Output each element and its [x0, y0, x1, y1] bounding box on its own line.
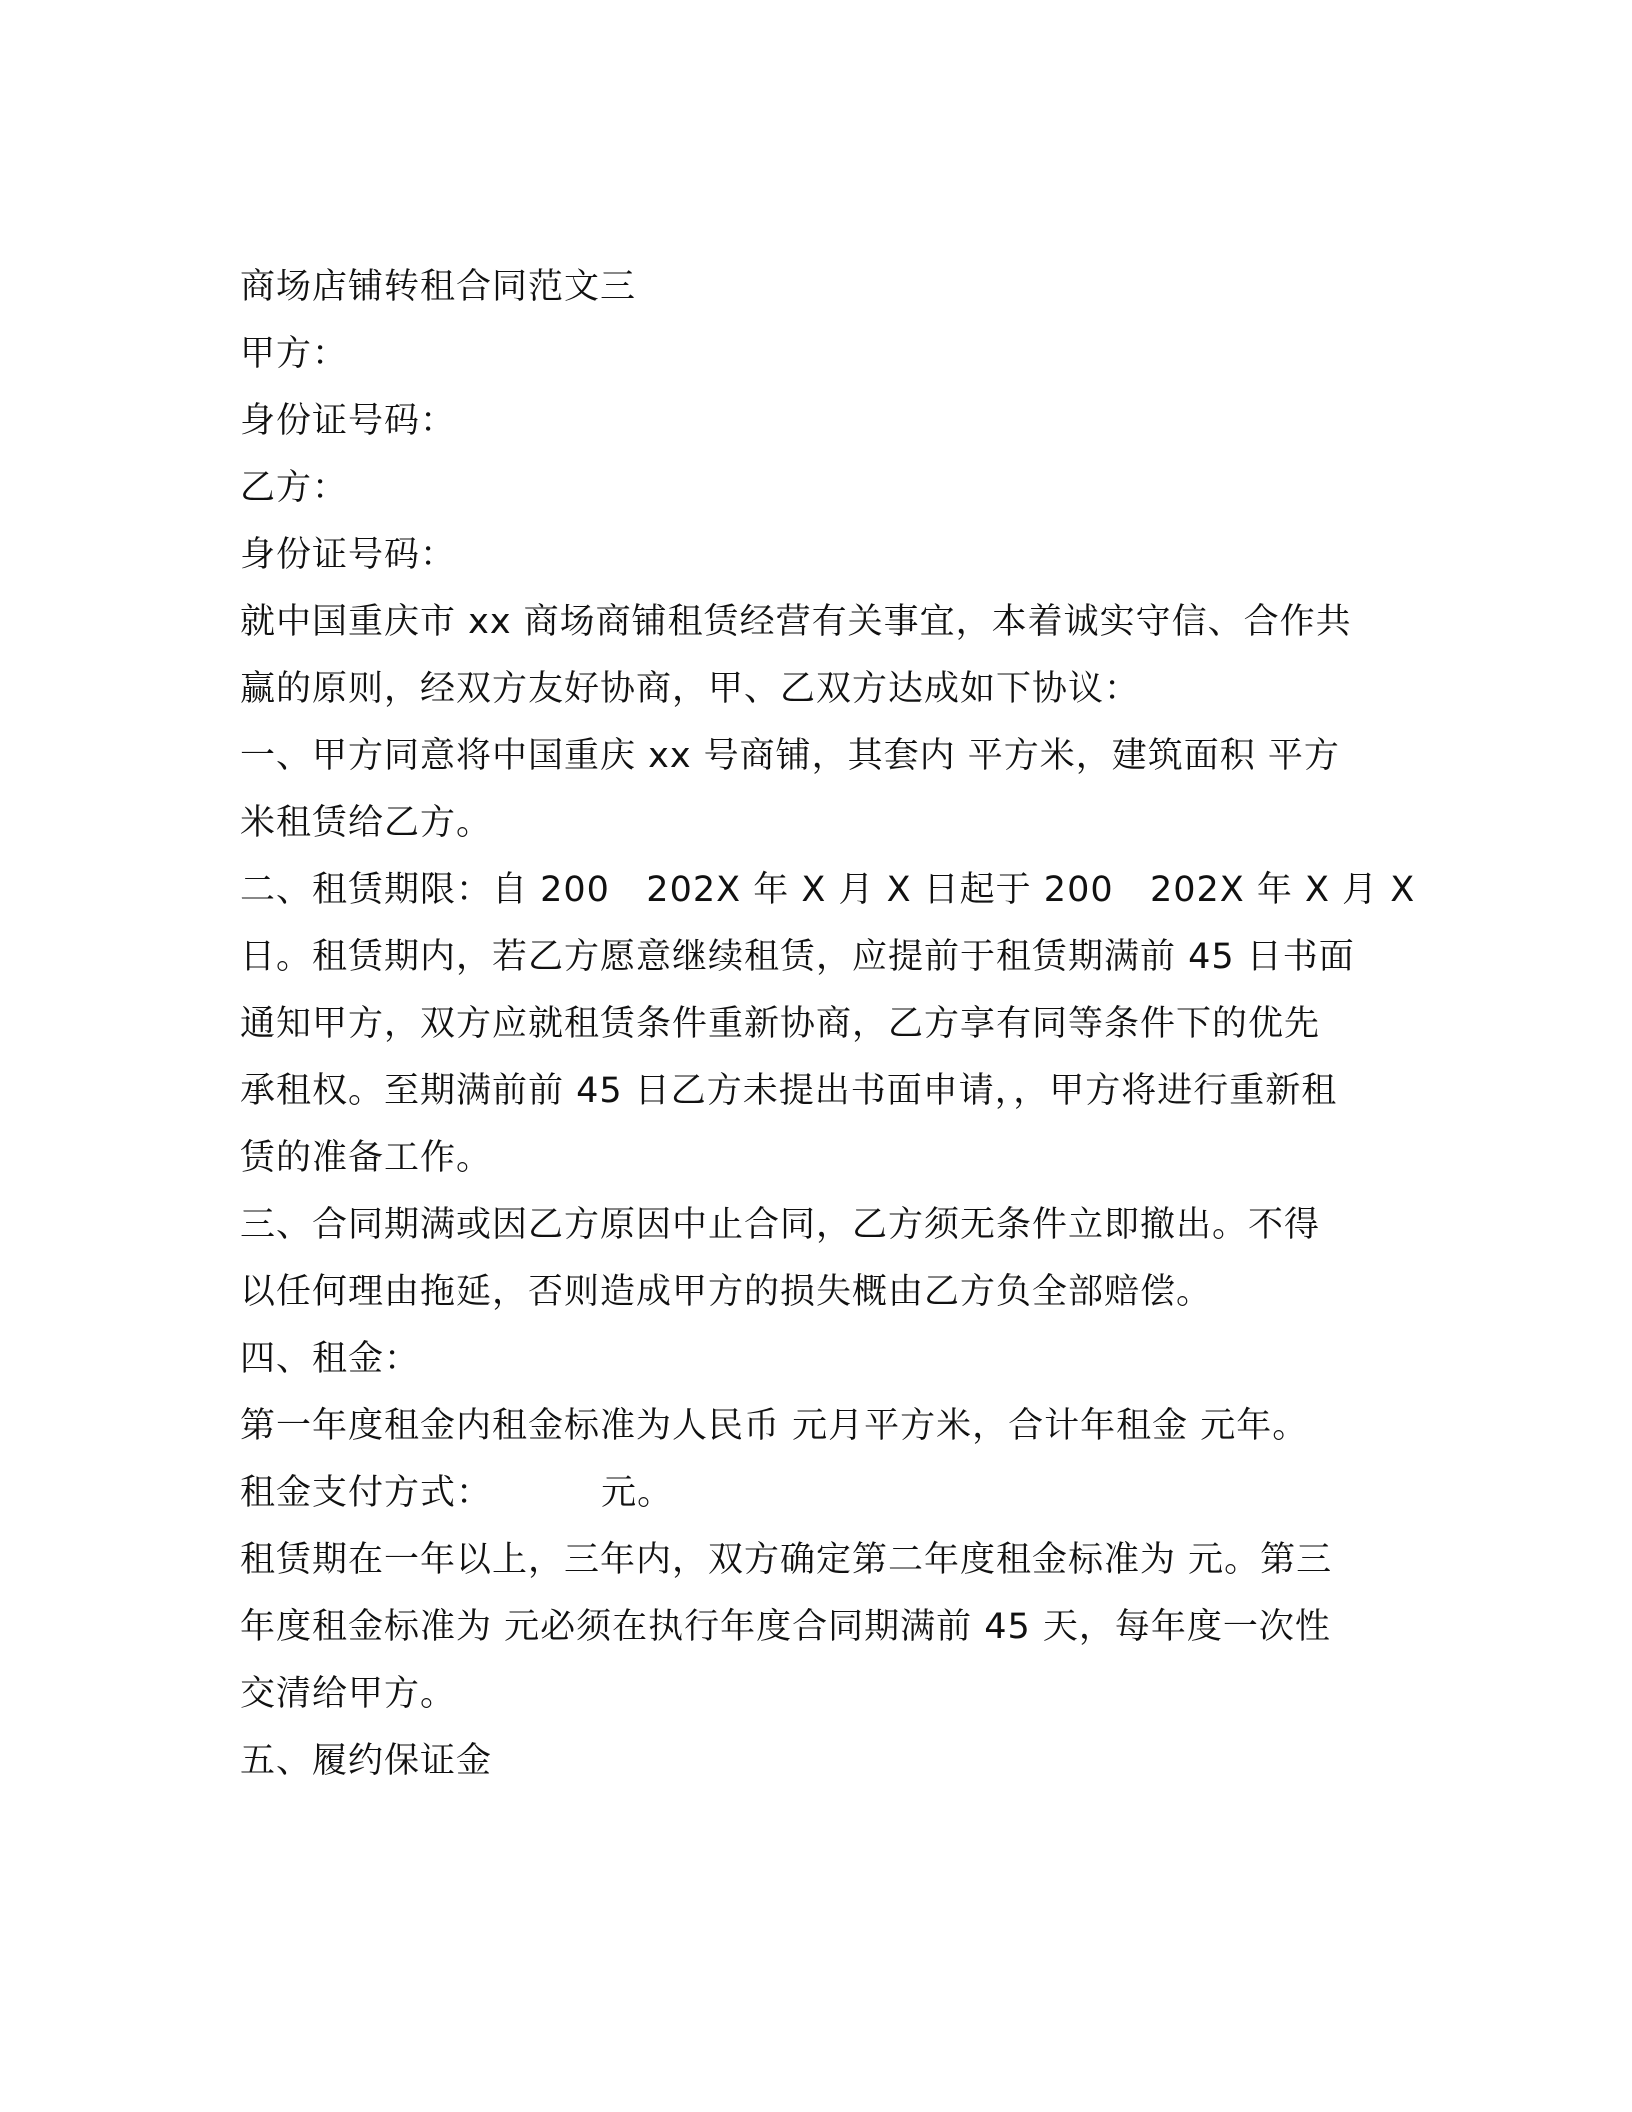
document-page: [240, 254, 1416, 1795]
clause-4-line: 租金支付方式： 元。: [240, 1473, 674, 1513]
clause-2-line: 赁的准备工作。: [240, 1138, 493, 1178]
document-title: 商场店铺转租合同范文三: [240, 267, 637, 307]
clause-3-line: 以任何理由拖延，否则造成甲方的损失概由乙方负全部赔偿。: [240, 1272, 1213, 1312]
clause-5-heading: 五、履约保证金: [240, 1741, 493, 1781]
party-b-id-label: 身份证号码：: [240, 535, 457, 575]
clause-2-line: 日。租赁期内，若乙方愿意继续租赁，应提前于租赁期满前 45 日书面: [240, 937, 1355, 977]
intro-paragraph-line: 就中国重庆市 xx 商场商铺租赁经营有关事宜，本着诚实守信、合作共: [240, 602, 1352, 642]
clause-4-line: 租赁期在一年以上，三年内，双方确定第二年度租金标准为 元。第三: [240, 1540, 1333, 1580]
clause-1-line: 一、甲方同意将中国重庆 xx 号商铺，其套内 平方米，建筑面积 平方: [240, 736, 1340, 776]
clause-4-line: 第一年度租金内租金标准为人民币 元月平方米，合计年租金 元年。: [240, 1406, 1309, 1446]
clause-3-line: 三、合同期满或因乙方原因中止合同，乙方须无条件立即撤出。不得: [240, 1205, 1321, 1245]
clause-4-line: 交清给甲方。: [240, 1674, 457, 1714]
party-a-label: 甲方：: [240, 334, 349, 374]
clause-4-heading: 四、租金：: [240, 1339, 421, 1379]
clause-2-line: 承租权。至期满前前 45 日乙方未提出书面申请，，甲方将进行重新租: [240, 1071, 1338, 1111]
clause-2-line: 通知甲方，双方应就租赁条件重新协商，乙方享有同等条件下的优先: [240, 1004, 1321, 1044]
clause-2-line: 二、租赁期限：自 200 202X 年 X 月 X 日起于 200 202X 年 X 月 X: [240, 870, 1416, 910]
party-a-id-label: 身份证号码：: [240, 401, 457, 441]
intro-paragraph-line: 赢的原则，经双方友好协商，甲、乙双方达成如下协议：: [240, 669, 1141, 709]
party-b-label: 乙方：: [240, 468, 349, 508]
clause-4-line: 年度租金标准为 元必须在执行年度合同期满前 45 天，每年度一次性: [240, 1607, 1331, 1647]
clause-1-line: 米租赁给乙方。: [240, 803, 493, 843]
